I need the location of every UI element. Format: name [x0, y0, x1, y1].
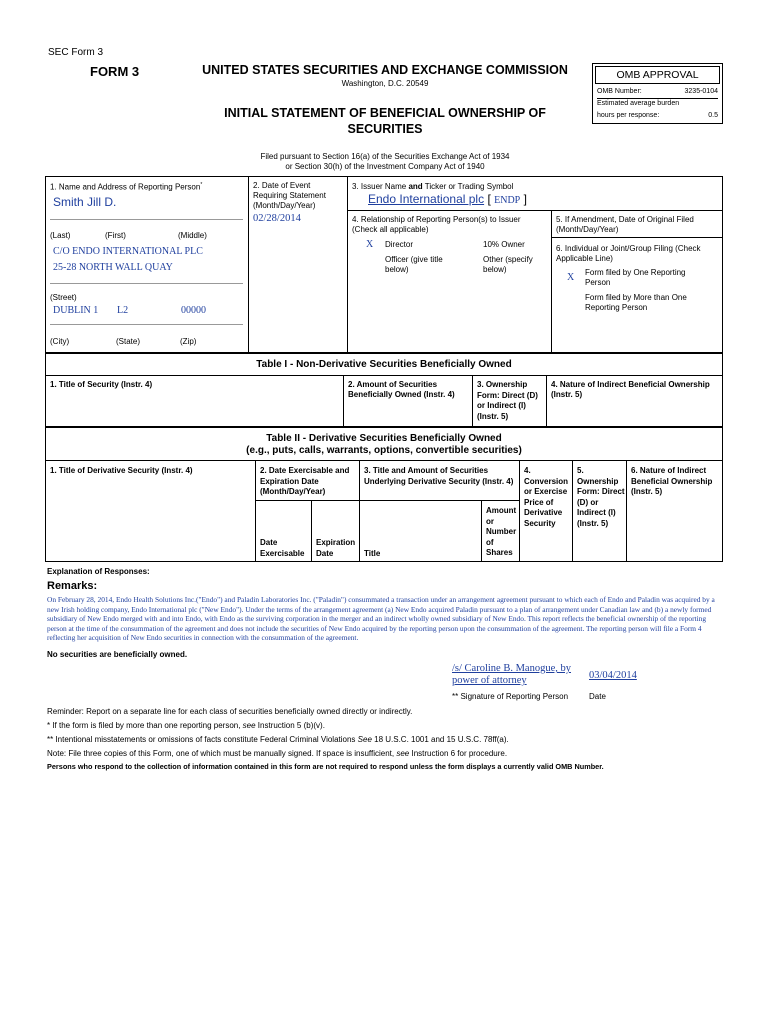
ten-percent-label: 10% Owner: [483, 240, 525, 249]
last-label: (Last): [50, 231, 71, 240]
table1-col2: 2. Amount of Securities Beneficially Owned (Instr. 4): [348, 380, 455, 399]
other-label: Other (specify below): [483, 255, 533, 274]
middle-label: (Middle): [178, 231, 207, 240]
zip-label: (Zip): [180, 337, 197, 346]
filed-pursuant: [180, 152, 590, 172]
city-label: (City): [50, 337, 70, 346]
reporting-person-name: Smith Jill D.: [53, 195, 117, 209]
table2-col2: 2. Date Exercisable and Expiration Date (Month/Day/Year): [260, 466, 350, 496]
signature-value: /s/ Caroline B. Manogue, by power of attorney: [452, 663, 571, 686]
omb-title: OMB APPROVAL: [595, 66, 720, 84]
street-line-1: C/O ENDO INTERNATIONAL PLC: [53, 246, 203, 257]
event-date-label: 2. Date of Event Requiring Statement (Month/Day/Year): [253, 181, 326, 210]
filed-line-1: Filed pursuant to Section 16(a) of the Securities Exchange Act of 1934: [260, 152, 510, 161]
one-person-label: Form filed by One Reporting Person: [585, 268, 686, 287]
table2-col6: 6. Nature of Indirect Beneficial Ownership (Instr. 5): [631, 466, 713, 496]
table1-title: Table I - Non-Derivative Securities Beneficially Owned: [256, 359, 512, 370]
officer-label: Officer (give title below): [385, 255, 443, 274]
relationship-label: 4. Relationship of Reporting Person(s) to Issuer (Check all applicable): [352, 215, 521, 234]
omb-number-row: [597, 86, 718, 98]
table2-title-2: (e.g., puts, calls, warrants, options, convertible securities): [246, 445, 522, 456]
first-label: (First): [105, 231, 126, 240]
table1-col1: 1. Title of Security (Instr. 4): [50, 380, 153, 389]
omb-number-value: 3235-0104: [684, 88, 718, 95]
reporting-person-label: 1. Name and Address of Reporting Person*: [50, 182, 203, 192]
remarks-title: Remarks:: [47, 580, 98, 592]
city-value: DUBLIN 1: [53, 305, 99, 316]
note-copies: Note: File three copies of this Form, one of which must be manually signed. If space is insufficient, see Instruction 6 for procedure.: [47, 749, 508, 758]
commission-title: UNITED STATES SECURITIES AND EXCHANGE COMMISSION: [202, 63, 568, 77]
form-label: FORM 3: [90, 64, 140, 79]
omb-number-label: OMB Number:: [597, 88, 642, 95]
explanation-label: Explanation of Responses:: [47, 567, 150, 576]
table2-col4: 4. Conversion or Exercise Price of Derivative Security: [524, 466, 569, 528]
table2-col5: 5. Ownership Form: Direct (D) or Indirect (I) (Instr. 5): [577, 466, 625, 528]
event-date-value: 02/28/2014: [253, 213, 301, 224]
omb-hours-label: hours per response:: [597, 112, 660, 119]
table2-col2a: Date Exercisable: [260, 538, 305, 558]
issuer-label: 3. Issuer Name and Ticker or Trading Symbol: [352, 182, 514, 191]
amendment-date-label: 5. If Amendment, Date of Original Filed (Month/Day/Year): [556, 215, 694, 234]
commission-location: Washington, D.C. 20549: [341, 79, 429, 88]
omb-hours-value: 0.5: [708, 112, 718, 119]
filed-line-2: or Section 30(h) of the Investment Company Act of 1940: [285, 162, 485, 171]
street-line-2: 25-28 NORTH WALL QUAY: [53, 262, 173, 273]
persons-notice: Persons who respond to the collection of information contained in this form are not required to respond unless the form displays a currently valid OMB Number.: [47, 762, 604, 771]
more-person-label: Form filed by More than One Reporting Person: [585, 293, 687, 312]
table1-col3: 3. Ownership Form: Direct (D) or Indirect (I) (Instr. 5): [477, 380, 538, 421]
note-double-star: ** Intentional misstatements or omissions of facts constitute Federal Criminal Violations See 18 U.S.C. 1001 and 15 U.S.C. 78ff(a).: [47, 735, 509, 744]
date-label: Date: [589, 692, 606, 701]
table2-col2b: Expiration Date: [316, 538, 356, 558]
street-label: (Street): [50, 293, 77, 302]
omb-burden-label: Estimated average burden: [597, 100, 680, 107]
signature-date-value: 03/04/2014: [589, 670, 637, 681]
table2-col3a: Title: [364, 549, 381, 558]
no-securities-text: No securities are beneficially owned.: [47, 650, 188, 659]
director-check[interactable]: X: [366, 239, 374, 250]
omb-approval-box: [592, 63, 723, 124]
statement-title: INITIAL STATEMENT OF BENEFICIAL OWNERSHIP OF SECURITIES: [224, 106, 546, 136]
issuer-ticker: ENDP: [494, 195, 521, 206]
issuer-name: Endo International plc [ ENDP ]: [368, 192, 527, 206]
issuer-name-text: Endo International plc: [368, 192, 485, 206]
table2-title: [45, 433, 723, 457]
filing-type-label: 6. Individual or Joint/Group Filing (Check Applicable Line): [556, 244, 701, 263]
one-person-check[interactable]: X: [567, 272, 575, 283]
reminder-text: Reminder: Report on a separate line for each class of securities beneficially owned directly or indirectly.: [47, 707, 413, 716]
omb-hours-row: [597, 110, 718, 122]
state-label: (State): [116, 337, 141, 346]
table2-title-1: Table II - Derivative Securities Beneficially Owned: [266, 433, 502, 444]
table2-col3: 3. Title and Amount of Securities Underlying Derivative Security (Instr. 4): [364, 466, 514, 486]
signature-label: ** Signature of Reporting Person: [452, 692, 569, 701]
director-label: Director: [385, 240, 414, 249]
remarks-text: On February 28, 2014, Endo Health Solutions Inc.("Endo") and Paladin Laboratories Inc. ("Paladin") consummated a transaction under an arrangement agreement pursuant to which each of Endo and Paladin was acquired by a new Irish holding company, Endo International plc ("New Endo"). Under the terms of the arrangement agreement (a) New Endo acquired Paladin pursuant to a plan of arrangement under Canadian law and (b) a newly formed subsidiary of New Endo merged with and into Endo, with Endo as the surviving corporation in the merger and an indirect wholly owned subsidiary of New Endo. This report reflects the beneficial ownership of the reporting person at the time of the consummation of the agreement and does not include the securities of New Endo acquired by the reporting person upon the consummation of the agreement. The reporting person will file a Form 4 reflecting her acquisition of New Endo securities in connection with the consummation of the agreement.: [47, 595, 715, 642]
sec-form-label: SEC Form 3: [48, 47, 104, 58]
note-star: * If the form is filed by more than one reporting person, see Instruction 5 (b)(v).: [47, 721, 325, 730]
state-value: L2: [117, 305, 129, 316]
table2-col1: 1. Title of Derivative Security (Instr. 4): [50, 466, 193, 475]
table1-col4: 4. Nature of Indirect Beneficial Ownership (Instr. 5): [551, 380, 710, 399]
zip-value: 00000: [181, 305, 206, 316]
table2-col3b: Amount or Number of Shares: [486, 506, 517, 557]
